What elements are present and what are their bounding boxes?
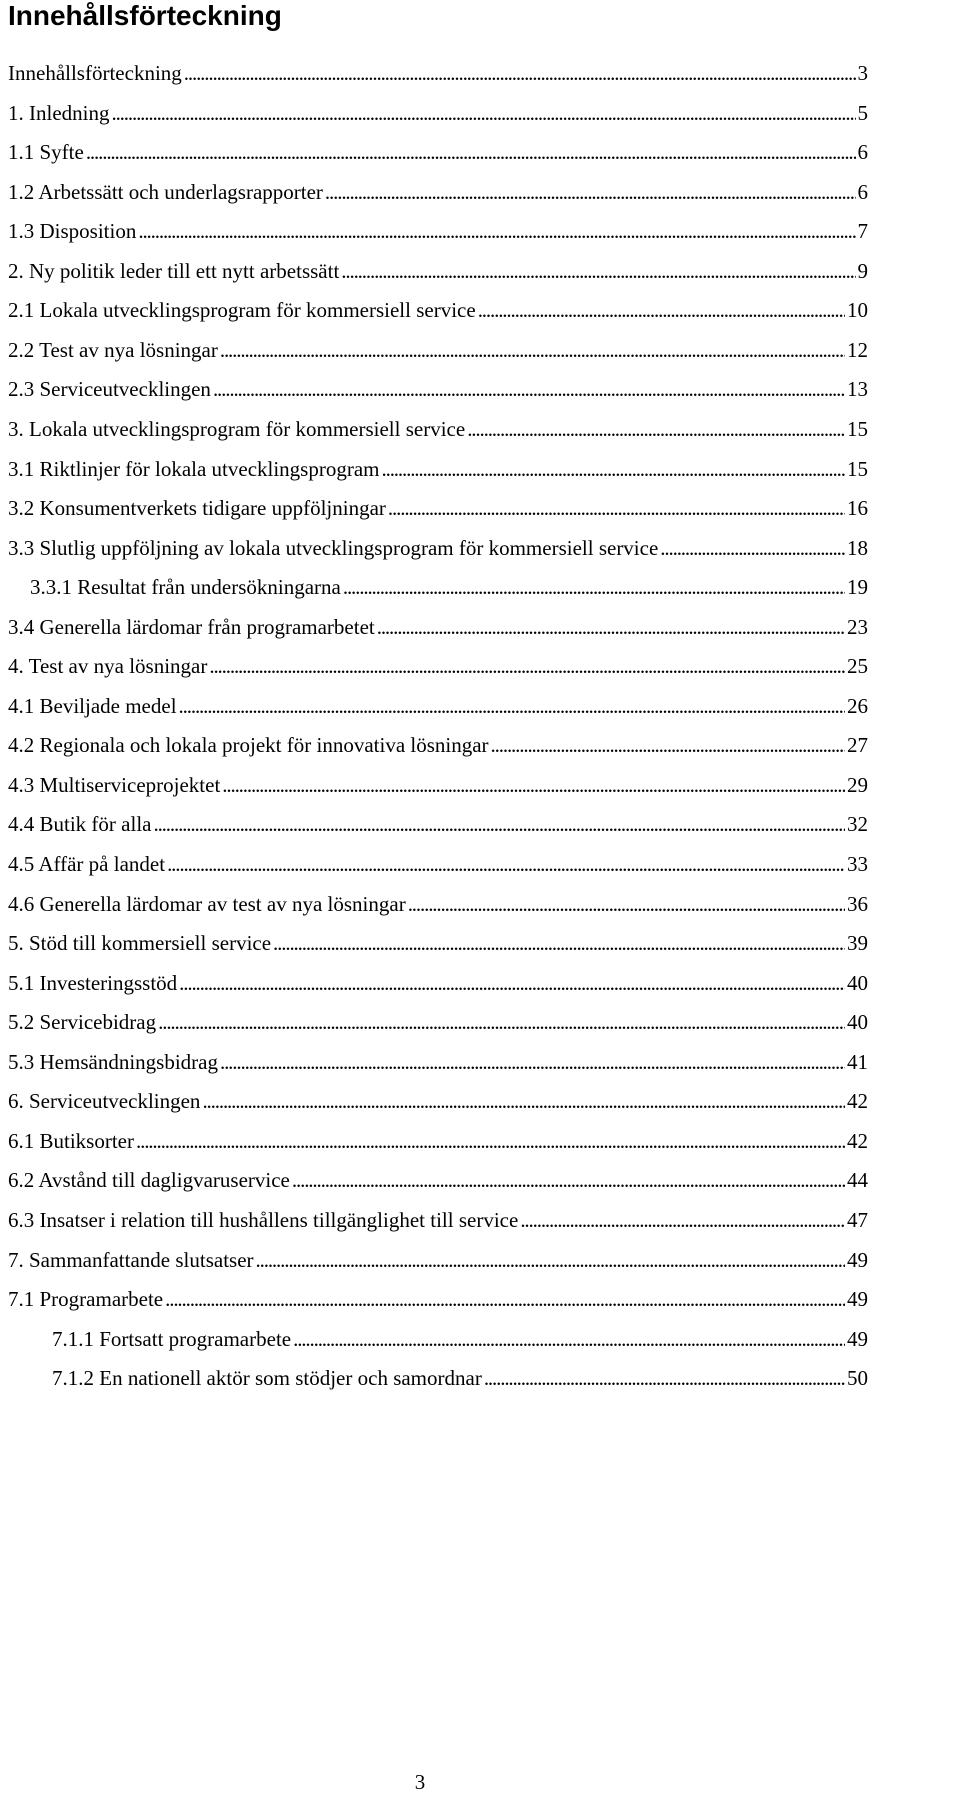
toc-entry[interactable] [8,849,868,879]
toc-entry[interactable] [8,651,868,681]
toc-entry-page: 10 [847,298,868,323]
toc-entry-page: 29 [847,772,868,797]
toc-dot-leader [209,651,845,681]
toc-entry-label: 5.3 Hemsändningsbidrag [8,1049,218,1074]
toc-entry[interactable] [52,1363,868,1393]
toc-dot-leader [491,730,845,760]
toc-entry-page: 19 [847,575,868,600]
toc-entry[interactable] [8,1047,868,1077]
toc-dot-leader [273,928,845,958]
toc-entry-page: 15 [847,416,868,441]
toc-dot-leader [86,137,856,167]
toc-entry-label: 5. Stöd till kommersiell service [8,931,272,956]
toc-dot-leader [179,691,845,721]
toc-entry-page: 6 [857,140,868,165]
toc-entry-label: 7. Sammanfattande slutsatser [8,1247,254,1272]
toc-entry-page: 39 [847,931,868,956]
toc-dot-leader [478,295,845,325]
toc-entry[interactable] [8,1007,868,1037]
toc-entry-label: 3.3 Slutlig uppföljning av lokala utvecklingsprogram för kommersiell service [8,535,659,560]
toc-entry-label: 1.2 Arbetssätt och underlagsrapporter [8,179,323,204]
toc-entry-label: 1.1 Syfte [8,140,84,165]
toc-dot-leader [520,1205,845,1235]
toc-dot-leader [220,335,845,365]
toc-entry-label: 2. Ny politik leder till ett nytt arbetssätt [8,258,340,283]
toc-dot-leader [377,612,845,642]
toc-dot-leader [388,493,845,523]
toc-entry-label: 5.1 Investeringsstöd [8,970,178,995]
toc-entry-label: 3.3.1 Resultat från undersökningarna [30,575,341,600]
toc-dot-leader [484,1363,845,1393]
toc-entry-label: 2.3 Serviceutvecklingen [8,377,211,402]
toc-entry-page: 5 [857,100,868,125]
page-title: Innehållsförteckning [8,0,282,31]
toc-entry[interactable] [8,177,868,207]
toc-entry-page: 26 [847,693,868,718]
toc-entry-label: 6.2 Avstånd till dagligvaruservice [8,1168,290,1193]
toc-dot-leader [256,1245,845,1275]
toc-entry-label: 3.4 Generella lärdomar från programarbetet [8,614,375,639]
toc-dot-leader [153,809,845,839]
toc-dot-leader [220,1047,845,1077]
toc-entry-label: 2.1 Lokala utvecklingsprogram för kommersiell service [8,298,476,323]
toc-entry-page: 41 [847,1049,868,1074]
toc-entry[interactable] [8,414,868,444]
toc-entry[interactable] [8,1126,868,1156]
toc-entry[interactable] [8,1165,868,1195]
toc-entry-label: 4.6 Generella lärdomar av test av nya lösningar [8,891,406,916]
toc-entry-page: 32 [847,812,868,837]
toc-entry[interactable] [8,691,868,721]
toc-entry-label: 3.2 Konsumentverkets tidigare uppföljningar [8,496,386,521]
toc-dot-leader [408,889,845,919]
toc-entry[interactable] [8,533,868,563]
toc-entry-page: 9 [857,258,868,283]
page-number: 3 [414,1770,426,1794]
toc-entry-page: 36 [847,891,868,916]
toc-entry-page: 49 [847,1247,868,1272]
toc-entry-page: 40 [847,1010,868,1035]
toc-entry-label: 2.2 Test av nya lösningar [8,337,218,362]
toc-entry-page: 18 [847,535,868,560]
toc-entry[interactable] [8,454,868,484]
toc-entry-page: 15 [847,456,868,481]
toc-entry-label: 3. Lokala utvecklingsprogram för kommersiell service [8,416,466,441]
toc-entry-label: 7.1.1 Fortsatt programarbete [52,1326,292,1351]
toc-entry[interactable] [8,889,868,919]
toc-entry[interactable] [8,809,868,839]
toc-dot-leader [341,256,855,286]
toc-entry-page: 27 [847,733,868,758]
toc-entry-page: 25 [847,654,868,679]
toc-entry-label: 6.3 Insatser i relation till hushållens tillgänglighet till service [8,1207,519,1232]
toc-dot-leader [660,533,845,563]
toc-entry[interactable] [8,374,868,404]
toc-dot-leader [111,98,855,128]
toc-entry-label: 4.4 Butik för alla [8,812,152,837]
toc-entry-label: 4.5 Affär på landet [8,852,166,876]
toc-entry[interactable] [8,730,868,760]
toc-entry-page: 42 [847,1089,868,1114]
toc-entry[interactable] [8,1284,868,1314]
toc-entry-label: 3.1 Riktlinjer för lokala utvecklingsprogram [8,456,380,481]
toc-dot-leader [136,1126,845,1156]
toc-dot-leader [325,177,856,207]
toc-entry[interactable] [8,1205,868,1235]
toc-dot-leader [184,58,856,88]
toc-entry[interactable] [8,968,868,998]
toc-entry[interactable] [8,295,868,325]
toc-dot-leader [467,414,845,444]
toc-entry-page: 50 [847,1366,868,1391]
toc-dot-leader [293,1324,845,1354]
toc-entry-page: 13 [847,377,868,402]
toc-entry-label: 7.1.2 En nationell aktör som stödjer och samordnar [52,1366,482,1391]
toc-entry-label: 6.1 Butiksorter [8,1128,134,1153]
toc-entry-page: 7 [857,219,868,244]
toc-entry-label: 4.1 Beviljade medel [8,693,177,718]
toc-entry[interactable] [8,1245,868,1275]
toc-entry-page: 3 [857,61,868,85]
toc-dot-leader [165,1284,845,1314]
toc-entry[interactable] [8,770,868,800]
toc-entry-page: 16 [847,496,868,521]
toc-entry[interactable] [8,612,868,642]
toc-dot-leader [222,770,845,800]
toc-entry[interactable] [8,216,868,246]
toc-entry[interactable] [8,256,868,286]
toc-entry-label: 5.2 Servicebidrag [8,1010,157,1035]
toc-entry[interactable] [8,928,868,958]
toc-entry-page: 23 [847,614,868,639]
toc-dot-leader [292,1165,845,1195]
toc-entry[interactable] [52,1324,868,1354]
toc-entry-page: 44 [847,1168,868,1193]
toc-entry-label: 1.3 Disposition [8,219,137,244]
toc-entry-label: Innehållsförteckning [8,61,182,85]
toc-entry-label: 6. Serviceutvecklingen [8,1089,201,1114]
toc-dot-leader [138,216,855,246]
toc-entry[interactable] [8,98,868,128]
toc-entry[interactable] [8,1086,868,1116]
toc-entry-label: 4.2 Regionala och lokala projekt för innovativa lösningar [8,733,489,758]
toc-entry[interactable] [8,58,868,88]
toc-dot-leader [382,454,846,484]
toc-dot-leader [167,849,845,879]
toc-entry-page: 6 [857,179,868,204]
toc-dot-leader [213,374,845,404]
toc-entry-page: 47 [847,1207,868,1232]
toc-entry-label: 1. Inledning [8,100,110,125]
toc-dot-leader [202,1086,845,1116]
toc-entry[interactable] [30,572,868,602]
toc-dot-leader [158,1007,845,1037]
toc-entry-page: 49 [847,1326,868,1351]
toc-entry-label: 7.1 Programarbete [8,1287,164,1312]
toc-entry-page: 12 [847,337,868,362]
toc-entry-label: 4.3 Multiserviceprojektet [8,772,221,797]
toc-entry-page: 49 [847,1287,868,1312]
toc-entry-page: 40 [847,970,868,995]
toc-entry-page: 42 [847,1128,868,1153]
toc-entry-label: 4. Test av nya lösningar [8,654,208,679]
toc-entry-page: 33 [847,852,868,876]
toc-entry[interactable] [8,137,868,167]
toc-entry[interactable] [8,335,868,365]
toc-dot-leader [179,968,845,998]
toc-entry[interactable] [8,493,868,523]
toc-dot-leader [343,572,845,602]
